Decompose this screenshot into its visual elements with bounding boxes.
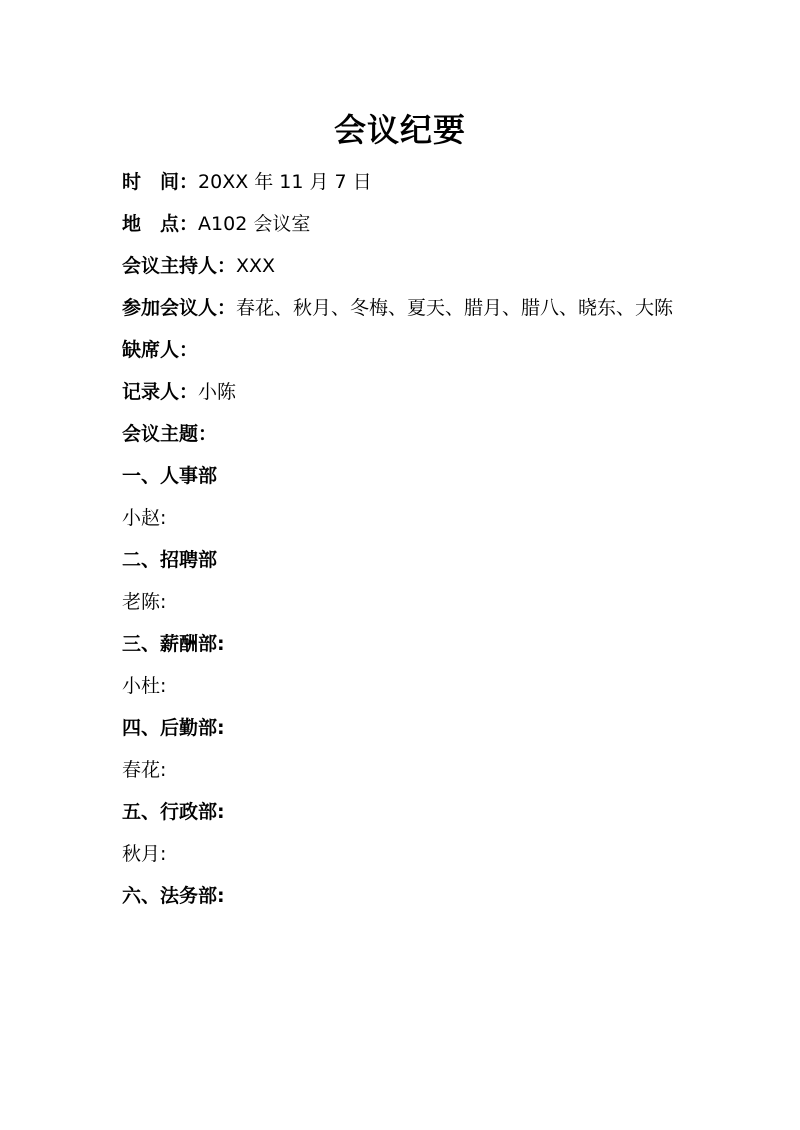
field-topic: [122, 418, 742, 460]
section-heading-recruiting: 二、招聘部: [122, 549, 218, 571]
field-value: 春花、秋月、冬梅、夏天、腊月、腊八、晓东、大陈: [236, 297, 674, 319]
field-host: [122, 250, 742, 292]
field-time: [122, 166, 742, 208]
field-value: A102 会议室: [198, 213, 311, 235]
document-body: [122, 166, 742, 922]
section-heading-admin: 五、行政部:: [122, 801, 225, 823]
field-label: 地 点：: [122, 213, 199, 235]
field-value: 20XX 年 11 月 7 日: [198, 171, 372, 193]
section-heading-logistics: 四、后勤部:: [122, 717, 225, 739]
field-location: [122, 208, 742, 250]
section-heading-compensation: 三、薪酬部:: [122, 633, 225, 655]
document-title: 会议纪要: [333, 111, 466, 149]
field-value: XXX: [236, 255, 276, 277]
field-recorder: [122, 376, 742, 418]
field-label: 会议主持人：: [122, 255, 237, 277]
section-entry-admin: 秋月:: [122, 843, 167, 865]
field-label: 时 间：: [122, 171, 199, 193]
field-label: 记录人：: [122, 381, 199, 403]
field-attendees: [122, 292, 742, 334]
field-label: 缺席人：: [122, 339, 199, 361]
field-label: 参加会议人：: [122, 297, 237, 319]
field-absent: [122, 334, 742, 376]
section-heading-legal: 六、法务部:: [122, 885, 225, 907]
field-label: 会议主题：: [122, 423, 218, 445]
section-entry-logistics: 春花:: [122, 759, 167, 781]
section-entry-hr: 小赵:: [122, 507, 167, 529]
section-heading-hr: 一、人事部: [122, 465, 218, 487]
section-entry-recruiting: 老陈:: [122, 591, 167, 613]
field-value: 小陈: [198, 381, 237, 403]
section-entry-compensation: 小杜:: [122, 675, 167, 697]
